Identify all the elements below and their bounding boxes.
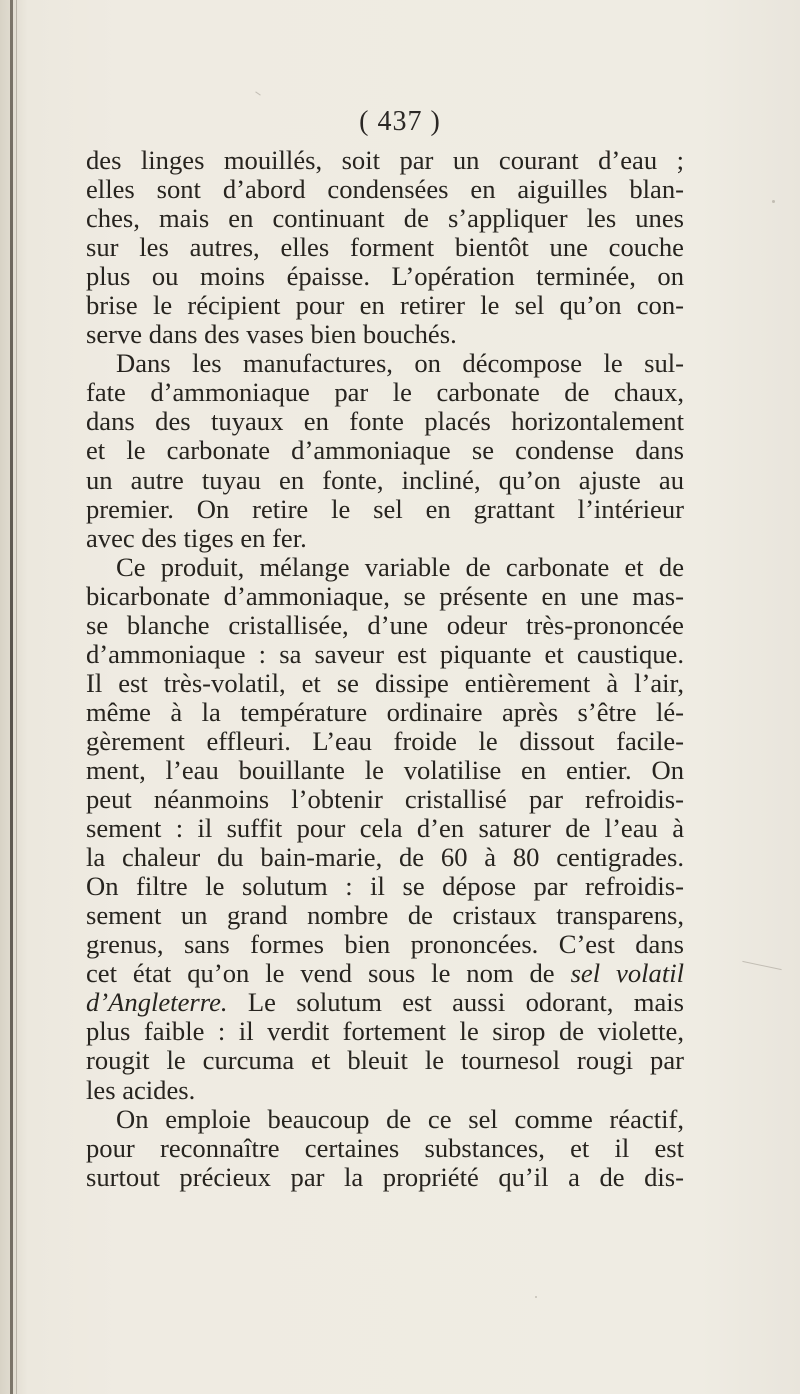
paper-speck — [255, 91, 260, 95]
binding-edge — [10, 0, 13, 1394]
text-line: pour reconnaître certaines substances, et il est — [86, 1133, 684, 1163]
text-line: ches, mais en continuant de s’appliquer les unes — [86, 204, 684, 234]
text-line: avec des tiges en fer. — [86, 523, 307, 553]
text-line: sur les autres, elles forment bientôt une couche — [86, 233, 684, 263]
text-line: et le carbonate d’ammoniaque se condense dans — [86, 436, 684, 466]
text-line: Ce produit, mélange variable de carbonate et de — [116, 552, 684, 582]
page-number: ( 437 ) — [359, 106, 441, 137]
text-line: la chaleur du bain-marie, de 60 à 80 centigrades. — [86, 843, 684, 873]
text-line: fate d’ammoniaque par le carbonate de chaux, — [86, 378, 684, 408]
binding-shadow — [16, 0, 17, 1394]
text-line: peut néanmoins l’obtenir cristallisé par refroidis- — [86, 785, 684, 815]
text-line: bicarbonate d’ammoniaque, se présente en une mas- — [86, 581, 684, 611]
text-line: sement : il suffit pour cela d’en saturer de l’eau à — [86, 814, 684, 844]
text-run: Le solutum est aussi odorant, mais — [247, 988, 684, 1018]
text-line: rougit le curcuma et bleuit le tournesol rougi par — [86, 1046, 684, 1076]
paper-speck — [742, 961, 781, 970]
text-line: brise le récipient pour en retirer le sel qu’on con- — [86, 291, 684, 321]
text-line: même à la température ordinaire après s’être lé- — [86, 697, 684, 727]
text-line — [86, 959, 684, 988]
text-line: Il est très-volatil, et se dissipe entièrement à l’air, — [86, 668, 684, 698]
text-line: surtout précieux par la propriété qu’il a de dis- — [86, 1162, 684, 1192]
text-line: les acides. — [86, 1075, 196, 1105]
text-line: d’ammoniaque : sa saveur est piquante et caustique. — [86, 639, 684, 669]
text-line: On emploie beaucoup de ce sel comme réactif, — [116, 1104, 684, 1134]
italic-phrase: d’Angleterre. — [86, 988, 228, 1018]
text-line: se blanche cristallisée, d’une odeur très-prononcée — [86, 610, 684, 640]
text-line: serve dans des vases bien bouchés. — [86, 320, 457, 350]
text-line: On filtre le solutum : il se dépose par refroidis- — [86, 872, 684, 902]
text-line: sement un grand nombre de cristaux transparens, — [86, 901, 684, 931]
text-line: gèrement effleuri. L’eau froide le dissout facile- — [86, 726, 684, 756]
text-line: plus ou moins épaisse. L’opération terminée, on — [86, 262, 684, 292]
text-line: un autre tuyau en fonte, incliné, qu’on ajuste au — [86, 465, 684, 495]
text-line: des linges mouillés, soit par un courant d’eau ; — [86, 146, 684, 175]
paper-speck — [772, 200, 775, 203]
text-line: dans des tuyaux en fonte placés horizontalement — [86, 407, 684, 437]
text-line — [86, 988, 684, 1017]
text-line: plus faible : il verdit fortement le sirop de violette, — [86, 1017, 684, 1047]
text-line: grenus, sans formes bien prononcées. C’est dans — [86, 930, 684, 960]
paper-speck — [535, 1296, 537, 1298]
text-run: cet état qu’on le vend sous le nom de — [86, 959, 555, 989]
body-text — [86, 146, 684, 1192]
text-line: elles sont d’abord condensées en aiguilles blan- — [86, 175, 684, 205]
text-line: premier. On retire le sel en grattant l’intérieur — [86, 494, 684, 524]
italic-phrase: sel volatil — [570, 959, 684, 989]
text-line: ment, l’eau bouillante le volatilise en entier. On — [86, 755, 684, 785]
text-line: Dans les manufactures, on décompose le sul- — [116, 349, 684, 379]
